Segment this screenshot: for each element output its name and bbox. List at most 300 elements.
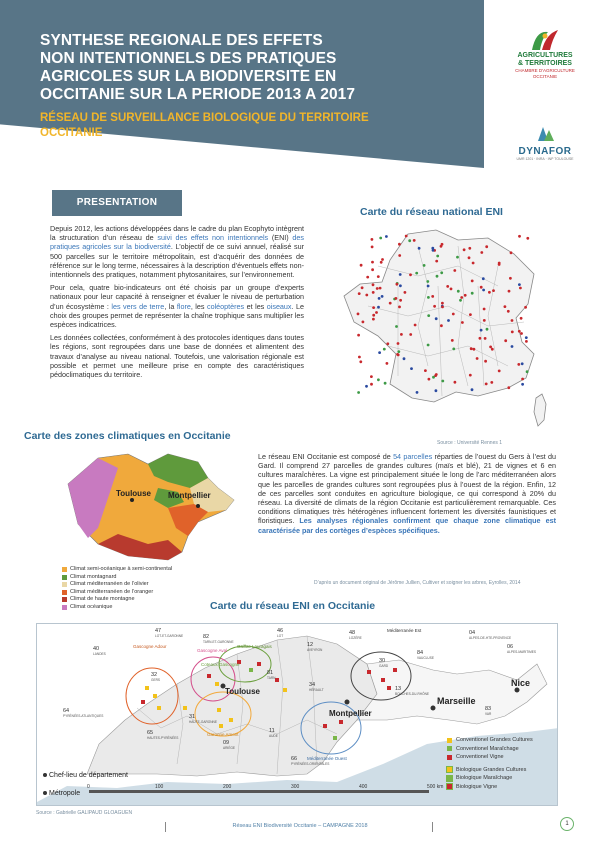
department-number: 81 (267, 670, 274, 676)
plot-dot (507, 386, 510, 389)
department-number: 31 (189, 714, 196, 720)
plot-dot (521, 383, 524, 386)
plot-dot (436, 275, 439, 278)
plot-dot (359, 360, 362, 363)
plot-dot (507, 310, 510, 313)
department-name: LOZÈRE (349, 636, 362, 640)
department-name: AUDE (269, 734, 278, 738)
department-name: BOUCHES-DU-RHÔNE (395, 692, 430, 696)
plot-dot (413, 239, 416, 242)
plot-flag-icon (323, 724, 327, 728)
plot-dot (441, 302, 444, 305)
city-label-montpellier: Montpellier (329, 709, 372, 718)
plot-dot (371, 238, 374, 241)
department-number: 65 (147, 730, 154, 736)
plot-dot (431, 247, 434, 250)
plot-dot (360, 264, 363, 267)
plot-dot (510, 251, 513, 254)
plot-dot (441, 380, 444, 383)
department-name: VAR (485, 712, 492, 716)
plot-dot (525, 340, 528, 343)
department-name: GARD (379, 664, 389, 668)
plot-flag-icon (367, 670, 371, 674)
legend-item: Biologique Vigne (447, 783, 533, 792)
plot-dot (471, 388, 474, 391)
plot-dot (427, 285, 430, 288)
climate-legend-item: Climat océanique (62, 604, 172, 612)
plot-dot (435, 389, 438, 392)
department-number: 32 (151, 672, 158, 678)
plot-dot (386, 342, 389, 345)
department-number: 46 (277, 628, 284, 634)
plot-dot (451, 339, 454, 342)
plot-flag-icon (207, 674, 211, 678)
department-number: 83 (485, 706, 492, 712)
city-label-nice: Nice (511, 678, 531, 688)
department-number: 11 (269, 728, 275, 734)
flag-icon (447, 784, 452, 789)
climate-legend-item: Climat semi-océanique à semi-continental (62, 566, 172, 574)
plot-dot (372, 291, 375, 294)
plot-dot (358, 356, 361, 359)
plot-flag-icon (249, 668, 253, 672)
city-dot-marseille (431, 706, 436, 711)
plot-dot (489, 346, 492, 349)
plot-dot (397, 350, 400, 353)
flag-icon (447, 767, 452, 772)
plot-dot (383, 348, 386, 351)
department-number: 64 (63, 708, 70, 714)
plot-dot (509, 277, 512, 280)
plot-dot (415, 272, 418, 275)
plot-dot (518, 235, 521, 238)
plot-dot (357, 313, 360, 316)
plot-dot (399, 273, 402, 276)
plot-dot (378, 351, 381, 354)
plot-dot (459, 299, 462, 302)
plot-dot (464, 294, 467, 297)
plot-dot (526, 237, 529, 240)
eni-occitanie-map (36, 623, 558, 806)
plot-flag-icon (257, 662, 261, 666)
department-number: 12 (307, 642, 314, 648)
plot-dot (482, 289, 485, 292)
plot-dot (483, 308, 486, 311)
plot-dot (498, 370, 501, 373)
zone-label: Garonne Amont (207, 732, 239, 737)
plot-dot (365, 385, 368, 388)
department-number: 30 (379, 658, 386, 664)
presentation-paragraph-3: Les données collectées, conformément à des protocoles identiques dans toutes les régions, sont regroupées dans une base de données et alimentent des travaux d’analyse au niveau national. Toutefois, une valorisation régionale est possible et permet une meilleure prise en compte des caractéristiques pédoclimatiques du territoire. (50, 333, 304, 380)
eni-map-legend (447, 736, 533, 791)
department-number: 09 (223, 740, 230, 746)
scale-line (89, 790, 429, 793)
plot-dot (517, 363, 520, 366)
plot-dot (423, 264, 426, 267)
plot-dot (511, 319, 514, 322)
plot-dot (381, 295, 384, 298)
plot-dot (397, 342, 400, 345)
plot-dot (378, 297, 381, 300)
national-map-source: Source : Université Rennes 1 (437, 440, 503, 446)
city-dot-montpellier (345, 700, 350, 705)
plot-flag-icon (157, 706, 161, 710)
plot-dot (511, 331, 514, 334)
department-number: 48 (349, 630, 356, 636)
plot-dot (524, 306, 527, 309)
plot-dot (404, 291, 407, 294)
climate-map-title: Carte des zones climatiques en Occitanie (24, 430, 231, 442)
plot-dot (405, 235, 408, 238)
flag-icon (447, 755, 452, 760)
department-name: GERS (151, 678, 161, 682)
plot-dot (400, 333, 403, 336)
plot-dot (504, 305, 507, 308)
plot-dot (426, 280, 429, 283)
flag-icon (447, 738, 452, 743)
plot-dot (518, 283, 521, 286)
plot-dot (479, 337, 482, 340)
plot-dot (435, 317, 438, 320)
plot-dot (385, 235, 388, 238)
department-name: TARN (267, 676, 276, 680)
plot-dot (379, 287, 382, 290)
department-number: 34 (309, 682, 316, 688)
plot-dot (485, 245, 488, 248)
legend-metropole: Métropole (43, 790, 80, 797)
climate-swatch (62, 597, 67, 602)
flag-icon (447, 746, 452, 751)
presentation-paragraph-1: Depuis 2012, les actions développées dans le cadre du plan Ecophyto intègrent la structuration d’un réseau de suivi des effets non intentionnels (ENI) des pratiques agricoles sur la biodiversité. L’objectif de ce suivi annuel, réalisé sur 500 parcelles sur le territoire métropolitain, est d’acquérir des données de référence sur le long terme, nécessaires à la description d’éventuels effets non-intentionnels des pratiques, notamment phytosanitaires, sur l’environnement. (50, 224, 304, 280)
plot-flag-icon (219, 724, 223, 728)
plot-dot (375, 311, 378, 314)
plot-flag-icon (145, 686, 149, 690)
plot-dot (472, 262, 475, 265)
plot-dot (427, 314, 430, 317)
plot-dot (399, 299, 402, 302)
climate-legend-item: Climat montagnard (62, 574, 172, 582)
department-name: VAUCLUSE (417, 656, 434, 660)
plot-dot (440, 324, 443, 327)
department-name: PYRÉNÉES-ORIENTALES (291, 762, 330, 766)
plot-dot (362, 321, 365, 324)
plot-dot (377, 378, 380, 381)
plot-dot (432, 376, 435, 379)
plot-dot (440, 245, 443, 248)
plot-dot (463, 248, 466, 251)
climate-swatch (62, 582, 67, 587)
plot-dot (520, 332, 523, 335)
plot-dot (483, 319, 486, 322)
climate-legend-item: Climat méditerranéen de l’olivier (62, 581, 172, 589)
plot-flag-icon (215, 682, 219, 686)
department-name: ARIÈGE (223, 746, 236, 750)
plot-dot (482, 277, 485, 280)
plot-dot (372, 283, 375, 286)
plot-dot (476, 357, 479, 360)
scale-tick-label: 0 (87, 784, 90, 790)
plot-dot (377, 306, 380, 309)
plot-dot (485, 383, 488, 386)
legend-item: Biologique Grandes Cultures (447, 766, 533, 775)
scale-tick-label: 200 (223, 784, 232, 790)
plot-dot (453, 269, 456, 272)
presentation-paragraph-2: Pour cela, quatre bio-indicateurs ont été choisis par un groupe d’experts nationaux pour leur capacité à renseigner et évaluer le niveau de perturbation d’un écosystème : les vers de terre, la flore, les coléoptères et les oiseaux. Le choix des groupes permet de représenter la chaîne trophique sans multiplier les espèces indicatrices. (50, 283, 304, 330)
climate-swatch (62, 590, 67, 595)
climate-legend (62, 566, 172, 611)
plot-dot (403, 357, 406, 360)
plot-dot (370, 375, 373, 378)
department-number: 13 (395, 686, 402, 692)
plot-dot (409, 333, 412, 336)
footer-text: Réseau ENI Biodiversité Occitanie – CAMPAGNE 2018 (232, 823, 368, 829)
page-subtitle: RÉSEAU DE SURVEILLANCE BIOLOGIQUE DU TERRITOIRE OCCITANIE (40, 112, 369, 139)
scale-tick-label: 100 (155, 784, 164, 790)
plot-dot (521, 378, 524, 381)
plot-dot (470, 347, 473, 350)
plot-dot (457, 290, 460, 293)
plot-dot (416, 391, 419, 394)
plot-dot (357, 391, 360, 394)
plot-dot (370, 383, 373, 386)
plot-dot (365, 294, 368, 297)
plot-dot (398, 306, 401, 309)
plot-dot (452, 313, 455, 316)
scale-tick-label: 300 (291, 784, 300, 790)
plot-dot (410, 367, 413, 370)
plot-dot (418, 247, 421, 250)
city-label-marseille: Marseille (437, 696, 476, 706)
plot-dot (518, 330, 521, 333)
plot-dot (371, 261, 374, 264)
department-name: ALPES-MARITIMES (507, 650, 537, 654)
network-description: Le réseau ENI Occitanie est composé de 54 parcelles réparties de l’ouest du Gers à l’est du Gard. Il comprend 27 parcelles de grandes cultures (maïs et blé), 21 de vignes et 6 en cultures maraîchères. La vigne est principalement située le long de l’arc méditerranéen alors que les parcelles de grandes cultures sont regroupées plus à l’ouest de la région. Enfin, 12 de ces parcelles sont conduites en agriculture biologique, ce qui correspond à 20% du réseau. La diversité de climats de la région Occitanie est particulièrement remarquable. Ces conditions climatiques très hétérogènes influencent fortement les diversités faunistiques et floristiques. Les analyses régionales confirment que chaque zone climatique est caractérisée par des cortèges d’espèces spécifiques. (258, 452, 556, 535)
plot-dot (408, 239, 411, 242)
plot-dot (395, 325, 398, 328)
department-number: 82 (203, 634, 210, 640)
climate-city-toulouse: Toulouse (116, 489, 151, 498)
plot-dot (435, 373, 438, 376)
plot-dot (484, 337, 487, 340)
chef-lieu-dot-icon (43, 773, 47, 777)
department-name: LOT-ET-GARONNE (155, 634, 184, 638)
plot-dot (366, 276, 369, 279)
legend-item: Biologique Maraîchage (447, 774, 533, 783)
plot-flag-icon (153, 694, 157, 698)
plot-flag-icon (333, 736, 337, 740)
plot-dot (424, 369, 427, 372)
zone-label: Coteaux Gascogne (201, 662, 240, 667)
plot-dot (414, 324, 417, 327)
department-name: HAUTES-PYRÉNÉES (147, 736, 179, 740)
national-map-title: Carte du réseau national ENI (360, 206, 503, 218)
climate-source: D’après un document original de Jérôme Jullien, Cultiver et soigner les arbres, Eyrolles, 2014 (314, 580, 521, 586)
plot-flag-icon (217, 708, 221, 712)
plot-dot (433, 305, 436, 308)
plot-flag-icon (275, 678, 279, 682)
climate-swatch (62, 605, 67, 610)
legend-item: Conventionel Maraîchage (447, 745, 533, 754)
plot-dot (490, 381, 493, 384)
climate-swatch (62, 575, 67, 580)
plot-flag-icon (381, 678, 385, 682)
metropole-dot-icon (43, 791, 47, 795)
zone-label: Méditerranée Est (387, 628, 422, 633)
dynafor-tree-icon (530, 125, 560, 141)
plot-dot (492, 289, 495, 292)
plot-dot (468, 247, 471, 250)
plot-dot (447, 319, 450, 322)
plot-dot (521, 362, 524, 365)
plot-dot (399, 284, 402, 287)
presentation-text (50, 224, 304, 383)
plot-dot (526, 370, 529, 373)
plot-dot (471, 280, 474, 283)
plot-dot (398, 243, 401, 246)
plot-dot (452, 348, 455, 351)
department-name: LANDES (93, 652, 106, 656)
plot-dot (428, 378, 431, 381)
plot-dot (441, 306, 444, 309)
plot-dot (454, 381, 457, 384)
plot-dot (469, 313, 472, 316)
scale-tick-label: 400 (359, 784, 368, 790)
plot-dot (525, 336, 528, 339)
plot-dot (386, 362, 389, 365)
plot-dot (396, 353, 399, 356)
climate-zones-map (58, 448, 243, 566)
plot-dot (379, 237, 382, 240)
department-name: PYRÉNÉES-ATLANTIQUES (63, 714, 104, 718)
plot-flag-icon (283, 688, 287, 692)
plot-dot (504, 339, 507, 342)
city-label-toulouse: Toulouse (225, 687, 260, 696)
department-name: LOT (277, 634, 284, 638)
department-name: ALPES-DE-HTE-PROVENCE (469, 636, 512, 640)
plot-dot (435, 260, 438, 263)
plot-dot (471, 292, 474, 295)
plot-flag-icon (339, 720, 343, 724)
department-name: HAUTE-GARONNE (189, 720, 217, 724)
legend-item: Conventionel Vigne (447, 753, 533, 762)
department-number: 47 (155, 628, 162, 634)
plot-dot (377, 275, 380, 278)
plot-dot (473, 348, 476, 351)
plot-dot (372, 314, 375, 317)
climate-legend-item: Climat de haute montagne (62, 596, 172, 604)
plot-dot (357, 334, 360, 337)
plot-dot (396, 283, 399, 286)
plot-dot (480, 251, 483, 254)
plot-flag-icon (229, 718, 233, 722)
presentation-heading: PRESENTATION (52, 190, 182, 216)
plot-dot (468, 256, 471, 259)
flag-icon (447, 776, 452, 781)
plot-dot (376, 287, 379, 290)
footer-divider (165, 822, 166, 832)
department-name: HÉRAULT (309, 688, 324, 692)
eni-map-source: Source : Gabrielle GALIPAUD GLOAGUEN (36, 810, 133, 816)
plot-dot (508, 290, 511, 293)
department-number: 40 (93, 646, 100, 652)
plot-dot (395, 297, 398, 300)
plot-dot (519, 287, 522, 290)
plot-dot (488, 291, 491, 294)
legend-item: Conventionel Grandes Cultures (447, 736, 533, 745)
plot-dot (446, 285, 449, 288)
plot-dot (398, 254, 401, 257)
footer (0, 820, 596, 838)
zone-label: Méditerranée Ouest (307, 756, 347, 761)
zone-label: Gascogne Aval (197, 648, 228, 653)
plot-dot (480, 329, 483, 332)
plot-dot (361, 286, 364, 289)
plot-dot (450, 288, 453, 291)
dynafor-logo: DYNAFOR UMR 1201 · INRA · INP TOULOUSE (500, 125, 590, 161)
plot-dot (460, 296, 463, 299)
department-number: 84 (417, 650, 424, 656)
plot-flag-icon (183, 706, 187, 710)
plot-dot (480, 286, 483, 289)
plot-flag-icon (141, 700, 145, 704)
plot-dot (431, 295, 434, 298)
department-number: 04 (469, 630, 476, 636)
plot-dot (409, 273, 412, 276)
zone-label: Gascogne Adour (133, 644, 167, 649)
agriculture-territoires-logo: AGRICULTURES & TERRITOIRES CHAMBRE D'AGRICULTURE OCCITANIE (500, 26, 590, 80)
page-number: 1 (560, 817, 574, 831)
plot-dot (461, 321, 464, 324)
plot-dot (486, 328, 489, 331)
plot-dot (436, 255, 439, 258)
chambre-agriculture-icon (528, 26, 562, 52)
department-name: AVEYRON (307, 648, 323, 652)
plot-dot (372, 306, 375, 309)
plot-dot (498, 263, 501, 266)
climate-legend-item: Climat méditerranéen de l’oranger (62, 589, 172, 597)
plot-dot (491, 348, 494, 351)
plot-dot (380, 261, 383, 264)
plot-dot (469, 374, 472, 377)
plot-flag-icon (387, 686, 391, 690)
plot-dot (371, 268, 374, 271)
zone-label: Gaillac Lauragais (237, 644, 272, 649)
eni-map-title: Carte du réseau ENI en Occitanie (210, 600, 376, 612)
plot-dot (427, 344, 430, 347)
legend-chef-lieu: Chef-lieu de département (43, 772, 128, 779)
department-name: TARN-ET-GARONNE (203, 640, 234, 644)
plot-dot (389, 302, 392, 305)
plot-dot (427, 296, 430, 299)
scale-tick-label: 500 km (427, 784, 444, 790)
plot-dot (384, 382, 387, 385)
plot-flag-icon (393, 668, 397, 672)
plot-dot (381, 258, 384, 261)
department-number: 06 (507, 644, 514, 650)
plot-dot (372, 318, 375, 321)
plot-dot (520, 317, 523, 320)
footer-divider (432, 822, 433, 832)
national-eni-map (338, 226, 560, 438)
climate-city-montpellier: Montpellier (168, 491, 211, 500)
plot-dot (440, 271, 443, 274)
plot-dot (358, 292, 361, 295)
department-number: 66 (291, 756, 298, 762)
plot-dot (484, 360, 487, 363)
plot-dot (371, 246, 374, 249)
climate-swatch (62, 567, 67, 572)
plot-dot (456, 256, 459, 259)
